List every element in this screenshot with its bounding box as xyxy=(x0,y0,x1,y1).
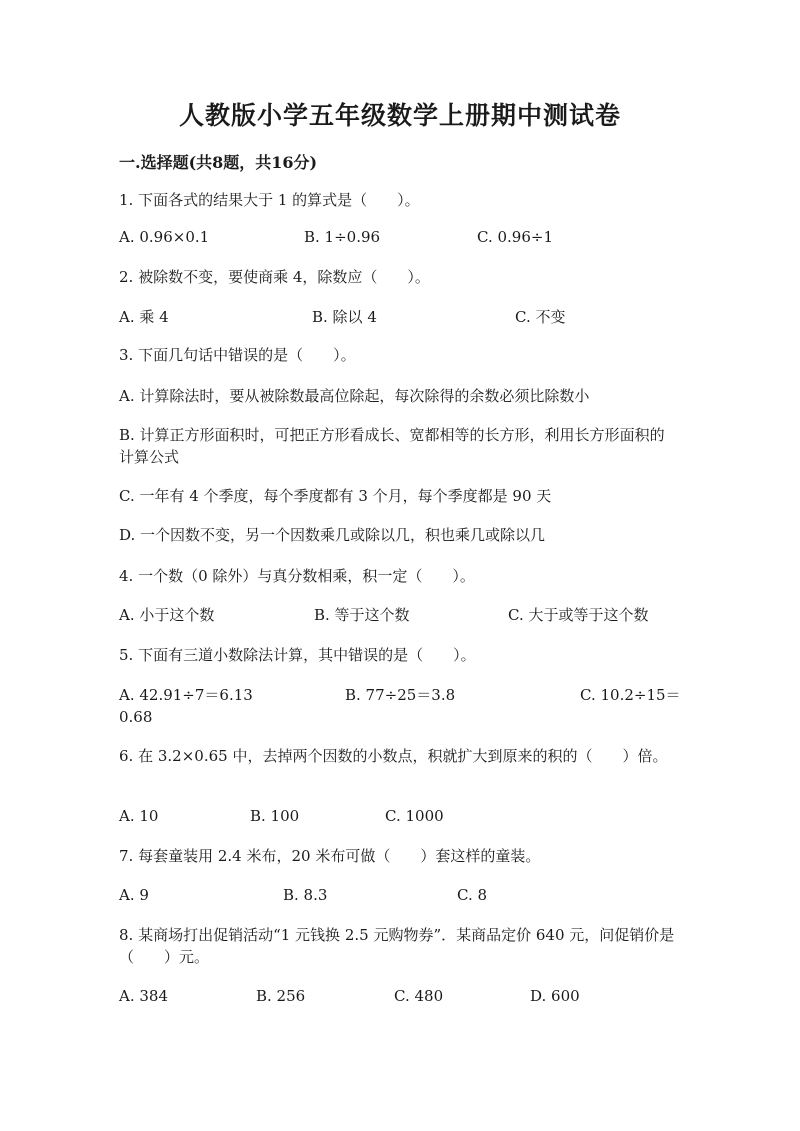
question-7-options xyxy=(119,884,679,906)
option-a: A. 小于这个数 xyxy=(119,606,215,624)
question-3-stem: 3. 下面几句话中错误的是（ ）。 xyxy=(119,346,356,364)
question-6-options xyxy=(119,805,679,827)
option-c: C. 一年有 4 个季度，每个季度都有 3 个月，每个季度都是 90 天 xyxy=(119,487,552,505)
question-6-stem: 6. 在 3.2×0.65 中，去掉两个因数的小数点，积就扩大到原来的积的（ ）倍。 xyxy=(119,747,668,765)
option-b: B. 77÷25＝3.8 xyxy=(345,686,456,704)
option-a: A. 42.91÷7＝6.13 xyxy=(119,686,253,704)
option-c: C. 480 xyxy=(394,987,444,1005)
option-c: C. 10.2÷15＝ xyxy=(580,686,681,704)
question-4-options xyxy=(119,604,679,626)
option-b: B. 计算正方形面积时，可把正方形看成长、宽都相等的长方形，利用长方形面积的计算公式 xyxy=(119,426,665,466)
question-8-options xyxy=(119,985,679,1007)
option-c: C. 0.96÷1 xyxy=(477,228,553,246)
option-b: B. 1÷0.96 xyxy=(304,228,381,246)
option-d: D. 600 xyxy=(530,987,580,1005)
question-4-stem: 4. 一个数（0 除外）与真分数相乘，积一定（ ）。 xyxy=(119,567,475,585)
question-1-options xyxy=(119,226,679,248)
option-a: A. 9 xyxy=(119,886,149,904)
option-b: B. 除以 4 xyxy=(312,308,377,326)
option-c: C. 大于或等于这个数 xyxy=(508,606,649,624)
option-a: A. 10 xyxy=(119,807,159,825)
question-5-options xyxy=(119,684,679,706)
option-c: C. 不变 xyxy=(515,308,566,326)
option-b: B. 100 xyxy=(250,807,300,825)
option-a: A. 0.96×0.1 xyxy=(119,228,210,246)
question-7-stem: 7. 每套童装用 2.4 米布，20 米布可做（ ）套这样的童装。 xyxy=(119,847,541,865)
question-2-stem: 2. 被除数不变，要使商乘 4，除数应（ ）。 xyxy=(119,268,430,286)
option-d: D. 一个因数不变，另一个因数乘几或除以几，积也乘几或除以几 xyxy=(119,526,546,544)
question-2-options xyxy=(119,306,679,328)
option-b: B. 等于这个数 xyxy=(314,606,410,624)
option-c: C. 8 xyxy=(457,886,488,904)
question-1-stem: 1. 下面各式的结果大于 1 的算式是（ ）。 xyxy=(119,191,420,209)
option-c: C. 1000 xyxy=(385,807,444,825)
option-b: B. 256 xyxy=(256,987,306,1005)
option-c-continued: 0.68 xyxy=(119,708,153,726)
question-8-stem: 8. 某商场打出促销活动“1 元钱换 2.5 元购物券”．某商品定价 640 元，问促销价是（ ）元。 xyxy=(119,926,675,966)
section-heading: 一.选择题(共8题，共16分) xyxy=(119,153,318,172)
page-title: 人教版小学五年级数学上册期中测试卷 xyxy=(178,101,621,130)
option-a: A. 计算除法时，要从被除数最高位除起，每次除得的余数必须比除数小 xyxy=(119,387,590,405)
option-a: A. 乘 4 xyxy=(119,308,169,326)
option-b: B. 8.3 xyxy=(283,886,328,904)
question-5-stem: 5. 下面有三道小数除法计算，其中错误的是（ ）。 xyxy=(119,646,476,664)
option-a: A. 384 xyxy=(119,987,168,1005)
